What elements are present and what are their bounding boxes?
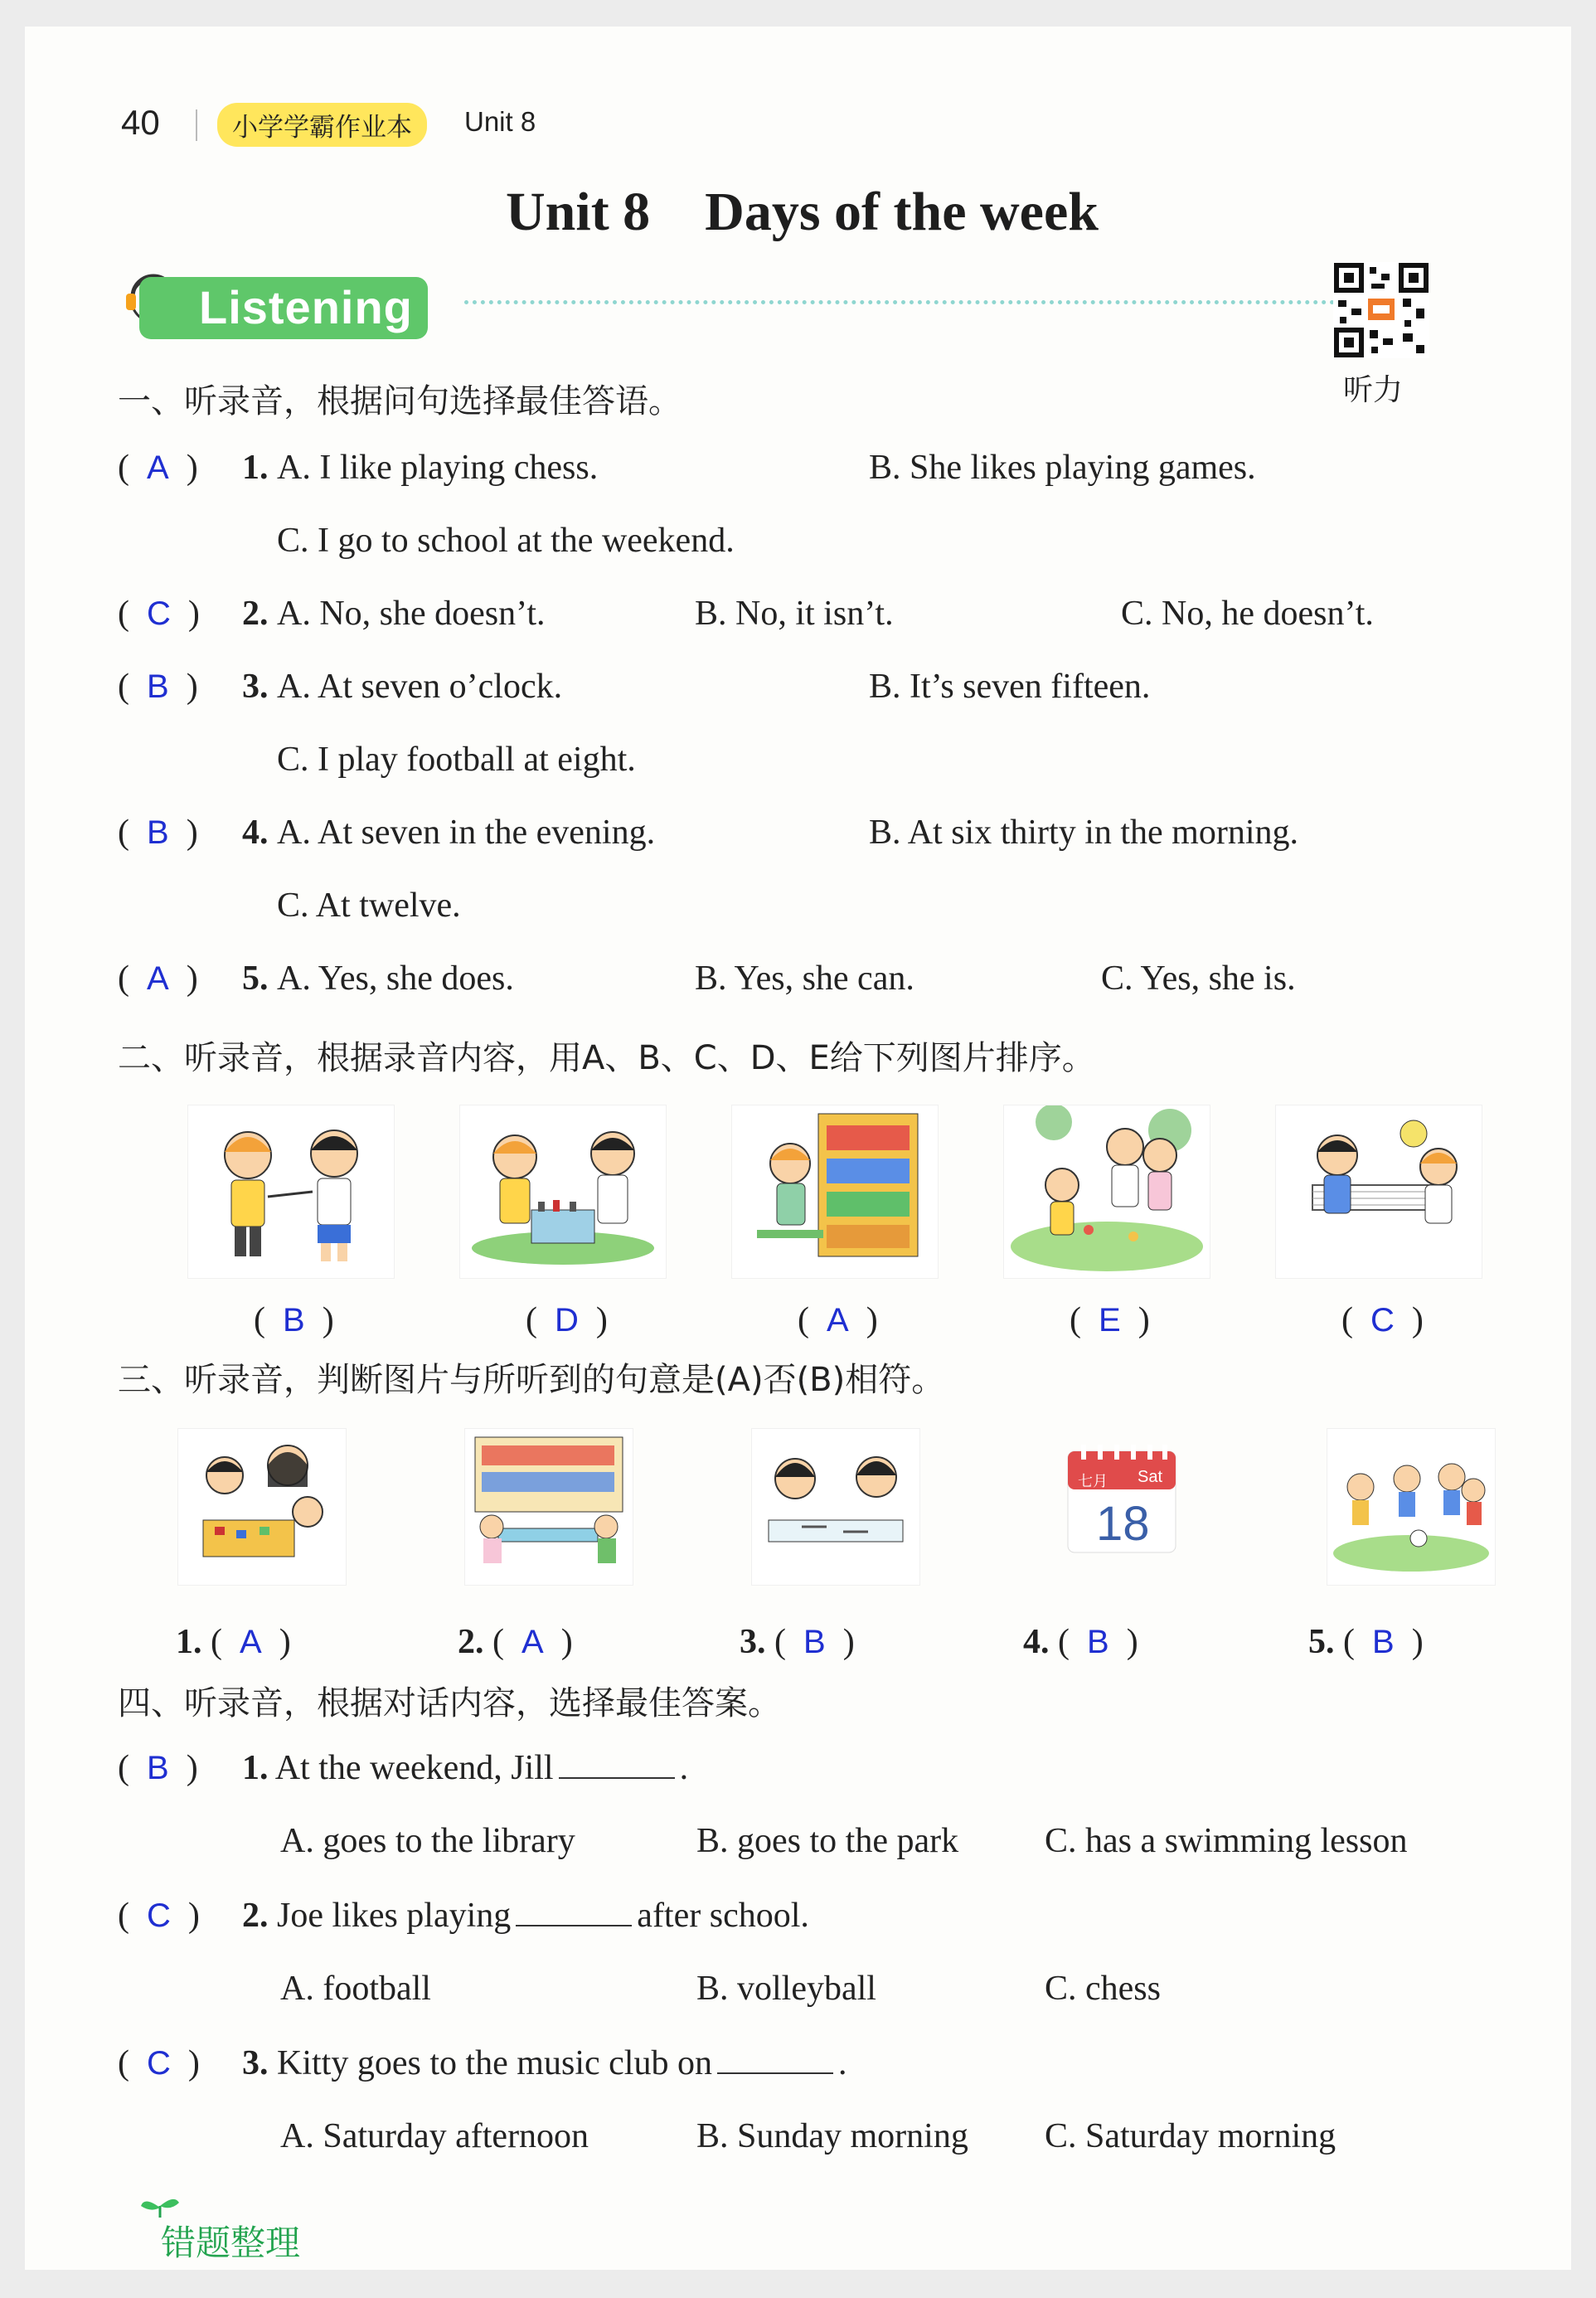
s1-q5-bracket: ( A ): [118, 960, 198, 998]
s4-q1-bracket: ( B ): [118, 1749, 198, 1787]
picture-chess-game: [459, 1105, 667, 1279]
picture-children-playing: [187, 1105, 395, 1279]
s1-q4-bracket: ( B ): [118, 814, 198, 852]
picture-volleyball: [1275, 1105, 1482, 1279]
question-number: 1.: [242, 449, 269, 487]
answer-blank: [516, 1925, 632, 1926]
section1-heading: 一、听录音，根据问句选择最佳答语。: [118, 382, 682, 420]
answer-mark: A: [521, 1624, 544, 1660]
question-number: 2.: [242, 1897, 269, 1935]
stem-end: after school.: [637, 1897, 809, 1935]
option-b: B. Yes, she can.: [695, 960, 914, 998]
page-title: Unit 8 Days of the week: [506, 182, 1099, 242]
stem-end: .: [837, 2044, 847, 2082]
answer-mark: C: [147, 2045, 171, 2082]
answer-blank: [559, 1777, 675, 1779]
answer-mark: A: [827, 1302, 849, 1338]
answer-mark: A: [147, 449, 169, 486]
answer-mark: B: [1372, 1624, 1395, 1660]
listening-label: Listening: [139, 277, 428, 339]
option-a: A. Saturday afternoon: [280, 2117, 589, 2155]
s3-item-2: 2. ( A ): [458, 1623, 573, 1661]
s4-q2-bracket: ( C ): [118, 1897, 200, 1935]
picture-library: [731, 1105, 939, 1279]
question-number: 3.: [740, 1623, 766, 1661]
picture-park-outing: [1003, 1105, 1210, 1279]
picture-family-board-game: [177, 1428, 347, 1586]
question-number: 1.: [176, 1623, 202, 1661]
qr-code-icon[interactable]: [1333, 262, 1429, 358]
question-number: 3.: [242, 2044, 269, 2082]
workbook-page: [25, 27, 1571, 2270]
picture-two-children-table: [751, 1428, 920, 1586]
question-number: 5.: [1308, 1623, 1335, 1661]
question-number: 4.: [1023, 1623, 1050, 1661]
s4-q1-stem: [242, 1748, 688, 1788]
option-c: C. No, he doesn’t.: [1121, 595, 1374, 633]
question-number: 1.: [242, 1749, 269, 1787]
s3-item-4: 4. ( B ): [1023, 1623, 1138, 1661]
option-b: B. It’s seven fifteen.: [869, 668, 1151, 706]
calendar-weekday: Sat: [1138, 1468, 1163, 1486]
stem-text: Kitty goes to the music club on: [277, 2044, 712, 2082]
header-divider: [196, 109, 197, 141]
question-number: 4.: [242, 814, 269, 852]
answer-mark: E: [1099, 1302, 1121, 1338]
option-c: C. At twelve.: [277, 887, 461, 925]
option-b: B. She likes playing games.: [869, 449, 1256, 487]
option-c: C. has a swimming lesson: [1045, 1822, 1408, 1860]
s3-item-1: 1. ( A ): [176, 1623, 291, 1661]
answer-blank: [717, 2072, 833, 2074]
option-c: C. I go to school at the weekend.: [277, 522, 735, 560]
s3-item-3: 3. ( B ): [740, 1623, 855, 1661]
answer-mark: A: [240, 1624, 262, 1660]
s3-item-5: 5. ( B ): [1308, 1623, 1424, 1661]
answer-mark: B: [147, 814, 169, 851]
option-b: B. goes to the park: [696, 1822, 959, 1860]
option-a: A. Yes, she does.: [277, 960, 514, 998]
option-b: B. volleyball: [696, 1970, 876, 2008]
section4-heading: 四、听录音，根据对话内容，选择最佳答案。: [118, 1684, 781, 1722]
section2-heading: 二、听录音，根据录音内容，用A、B、C、D、E给下列图片排序。: [118, 1039, 1095, 1077]
s4-q3-bracket: ( C ): [118, 2044, 200, 2082]
answer-mark: B: [147, 668, 169, 705]
s4-q2-stem: [242, 1896, 809, 1936]
s2-bracket-4: ( E ): [1070, 1301, 1150, 1339]
question-number: 2.: [242, 595, 269, 633]
picture-football-game: [1327, 1428, 1496, 1586]
stem-text: Joe likes playing: [277, 1897, 512, 1935]
unit-label: Unit 8: [464, 106, 536, 137]
option-a: A. No, she doesn’t.: [277, 595, 546, 633]
s2-bracket-5: ( C ): [1341, 1301, 1424, 1339]
calendar-month: 七月: [1078, 1473, 1108, 1490]
s1-q2-bracket: ( C ): [118, 595, 200, 633]
option-a: A. goes to the library: [280, 1822, 575, 1860]
banner-dotted-line: [464, 300, 1360, 304]
listening-banner: [123, 262, 413, 333]
answer-mark: A: [147, 960, 169, 997]
s1-q1-bracket: ( A ): [118, 449, 198, 487]
option-a: A. At seven in the evening.: [277, 814, 656, 852]
question-number: 5.: [242, 960, 269, 998]
option-b: B. At six thirty in the morning.: [869, 814, 1299, 852]
s2-bracket-2: ( D ): [526, 1301, 608, 1339]
answer-mark: B: [1087, 1624, 1109, 1660]
s2-bracket-1: ( B ): [254, 1301, 334, 1339]
s4-q3-stem: [242, 2043, 847, 2083]
s1-q3-bracket: ( B ): [118, 668, 198, 706]
series-label: 小学学霸作业本: [217, 103, 427, 147]
option-b: B. No, it isn’t.: [695, 595, 894, 633]
calendar-day: 18: [1096, 1497, 1150, 1551]
option-c: C. Yes, she is.: [1101, 960, 1296, 998]
answer-mark: C: [147, 595, 171, 632]
option-a: A. At seven o’clock.: [277, 668, 563, 706]
answer-mark: C: [147, 1897, 171, 1934]
stem-text: At the weekend, Jill: [274, 1749, 554, 1787]
answer-mark: B: [283, 1302, 305, 1338]
answer-mark: B: [147, 1750, 169, 1786]
stem-end: .: [679, 1749, 689, 1787]
option-a: A. football: [280, 1970, 431, 2008]
mistake-review-label: 错题整理: [161, 2223, 301, 2263]
option-c: C. Saturday morning: [1045, 2117, 1336, 2155]
page-number: 40: [121, 103, 160, 142]
qr-label: 听力: [1343, 373, 1404, 407]
answer-mark: B: [803, 1624, 826, 1660]
question-number: 3.: [242, 668, 269, 706]
option-b: B. Sunday morning: [696, 2117, 968, 2155]
s2-bracket-3: ( A ): [798, 1301, 878, 1339]
answer-mark: C: [1370, 1302, 1395, 1338]
option-a: A. I like playing chess.: [277, 449, 599, 487]
option-c: C. chess: [1045, 1970, 1161, 2008]
section3-heading: 三、听录音，判断图片与所听到的句意是(A)否(B)相符。: [118, 1361, 945, 1399]
calendar-picture: [1038, 1428, 1205, 1584]
picture-reading-room: [464, 1428, 633, 1586]
option-c: C. I play football at eight.: [277, 741, 636, 779]
question-number: 2.: [458, 1623, 484, 1661]
answer-mark: D: [555, 1302, 579, 1338]
